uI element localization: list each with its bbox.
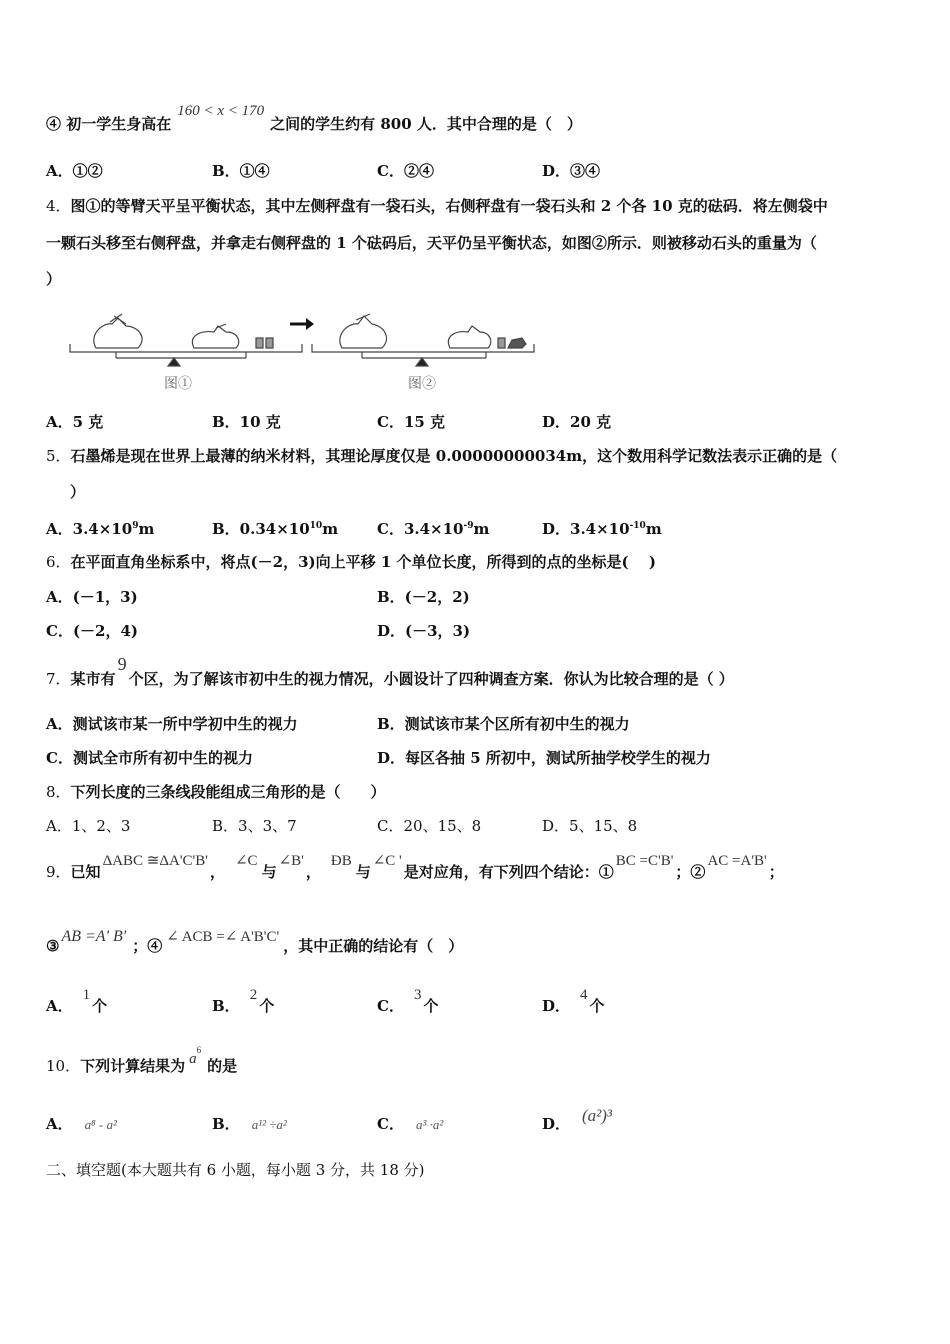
q3-option-d: D．③④ — [542, 162, 601, 180]
q3-option-a: A．①② — [46, 162, 103, 180]
q4-text-1: 图①的等臂天平呈平衡状态，其中左侧秤盘有一袋石头，右侧秤盘有一袋石头和 2 个各 10 克的砝码．将左侧袋中 — [70, 197, 828, 215]
q7-formula: 9 — [117, 654, 127, 674]
q9-number: 9． — [46, 863, 71, 881]
q5-line1 — [46, 446, 837, 466]
q7-number: 7． — [46, 670, 71, 688]
q3-item4-suffix: 之间的学生约有 800 人．其中合理的是（ ） — [270, 115, 582, 133]
q10-formula-base: a — [189, 1051, 197, 1067]
q4-figure1-label: 图① — [164, 376, 192, 392]
q4-option-c: C．15 克 — [377, 413, 446, 431]
q7-option-a: A．测试该市某一所中学初中生的视力 — [46, 715, 298, 733]
q4-balance-figure — [66, 304, 536, 396]
q5-option-b: B．$0.34\times 10^{10}m$ — [212, 520, 339, 538]
q10-formula-exp: 6 — [196, 1045, 202, 1055]
q9-option-d: D．4个 — [542, 987, 605, 1015]
q10-option-b: B． a¹² ÷a² — [212, 1115, 287, 1133]
q4-figure2-label: 图② — [408, 376, 436, 392]
q10-number: 10． — [46, 1057, 81, 1075]
q3-option-b: B．①④ — [212, 162, 270, 180]
section-2-title: 二、填空题(本大题共有 6 小题，每小题 3 分，共 18 分) — [46, 1161, 425, 1179]
q5-number: 5． — [46, 447, 71, 465]
q4-line1 — [46, 196, 828, 216]
q8-text: 下列长度的三条线段能组成三角形的是（ ） — [70, 783, 386, 801]
q9-option-b: B．2个 — [212, 987, 275, 1015]
q9-option-a: A．1个 — [46, 987, 108, 1015]
q8-number: 8． — [46, 783, 71, 801]
q6-option-d: D．(－3，3) — [377, 622, 471, 640]
q9-formula-congruence: ΔABC ≅ΔA'C'B' — [102, 853, 208, 869]
q4-line3: ） — [46, 270, 62, 288]
q9-conclusion-4: ∠ ACB =∠ A'B'C' — [166, 929, 280, 945]
q10-option-d: D． (a²)³ — [542, 1106, 613, 1133]
q5-option-c: C．$3.4\times 10^{-9}m$ — [377, 520, 490, 538]
q10-line: 10．下列计算结果为 $a^6$的是 — [46, 1045, 238, 1075]
q9-option-c: C．3个 — [377, 987, 439, 1015]
q10-option-c: C． a³ ·a² — [377, 1115, 444, 1133]
q5-option-d: D．$3.4\times 10^{-10}m$ — [542, 520, 662, 538]
q8-option-c: C．20、15、8 — [377, 817, 482, 835]
q4-number: 4． — [46, 197, 71, 215]
q6-text: 在平面直角坐标系中，将点(－2，3)向上平移 1 个单位长度，所得到的点的坐标是( ) — [70, 553, 656, 571]
q7-option-d: D．每区各抽 5 所初中，测试所抽学校学生的视力 — [377, 749, 711, 767]
q6-option-b: B．(－2，2) — [377, 588, 470, 606]
q9-conclusion-1: BC =C'B' — [615, 853, 674, 869]
q7-option-b: B．测试该市某个区所有初中生的视力 — [377, 715, 630, 733]
q4-option-b: B．10 克 — [212, 413, 281, 431]
q6-option-a: A．(－1，3) — [46, 588, 138, 606]
q9-line2: ③AB =A' B'；④ ∠ ACB =∠ A'B'C' ，其中正确的结论有（ ） — [46, 928, 464, 955]
q5-line2: ） — [70, 483, 86, 501]
q3-option-c: C．②④ — [377, 162, 434, 180]
q9-line1: 9．已知ΔABC ≅ΔA'C'B'，∠C与∠B'，ÐB与∠C '是对应角，有下列四个结论：①BC =C'B'；②AC =A'B'； — [46, 853, 784, 881]
q6-line — [46, 552, 656, 572]
q8-option-b: B．3、3、7 — [212, 817, 297, 835]
q5-text-1: 石墨烯是现在世界上最薄的纳米材料，其理论厚度仅是 0.00000000034m，这个数用科学记数法表示正确的是（ — [70, 447, 838, 465]
q7-line: 7．某市有9个区，为了解该市初中生的视力情况，小圆设计了四种调查方案．你认为比较合理的是（ ） — [46, 654, 734, 688]
q9-conclusion-3: AB =A' B' — [61, 928, 127, 945]
q6-number: 6． — [46, 553, 71, 571]
q9-conclusion-2: AC =A'B' — [707, 853, 767, 869]
q6-option-c: C．(－2，4) — [46, 622, 139, 640]
q4-option-a: A．5 克 — [46, 413, 104, 431]
q10-option-a: A． a⁸ - a² — [46, 1115, 117, 1133]
q4-option-d: D．20 克 — [542, 413, 612, 431]
q3-item4-prefix: ④ 初一学生身高在 — [46, 115, 172, 133]
q3-item4 — [46, 103, 582, 135]
q4-line2: 一颗石头移至右侧秤盘，并拿走右侧秤盘的 1 个砝码后，天平仍呈平衡状态，如图②所示．则被移动石头的重量为（ — [46, 234, 817, 252]
balance-scale-1 — [70, 314, 302, 366]
q8-option-d: D．5、15、8 — [542, 817, 638, 835]
balance-scale-2 — [312, 314, 534, 366]
arrow-head-icon — [306, 318, 314, 330]
q7-option-c: C．测试全市所有初中生的视力 — [46, 749, 253, 767]
q5-option-a: A．$3.4\times 10^9m$ — [46, 520, 155, 538]
q3-item4-formula: 160 < x < 170 — [177, 103, 265, 119]
q8-line — [46, 782, 386, 802]
q8-option-a: A．1、2、3 — [46, 817, 131, 835]
